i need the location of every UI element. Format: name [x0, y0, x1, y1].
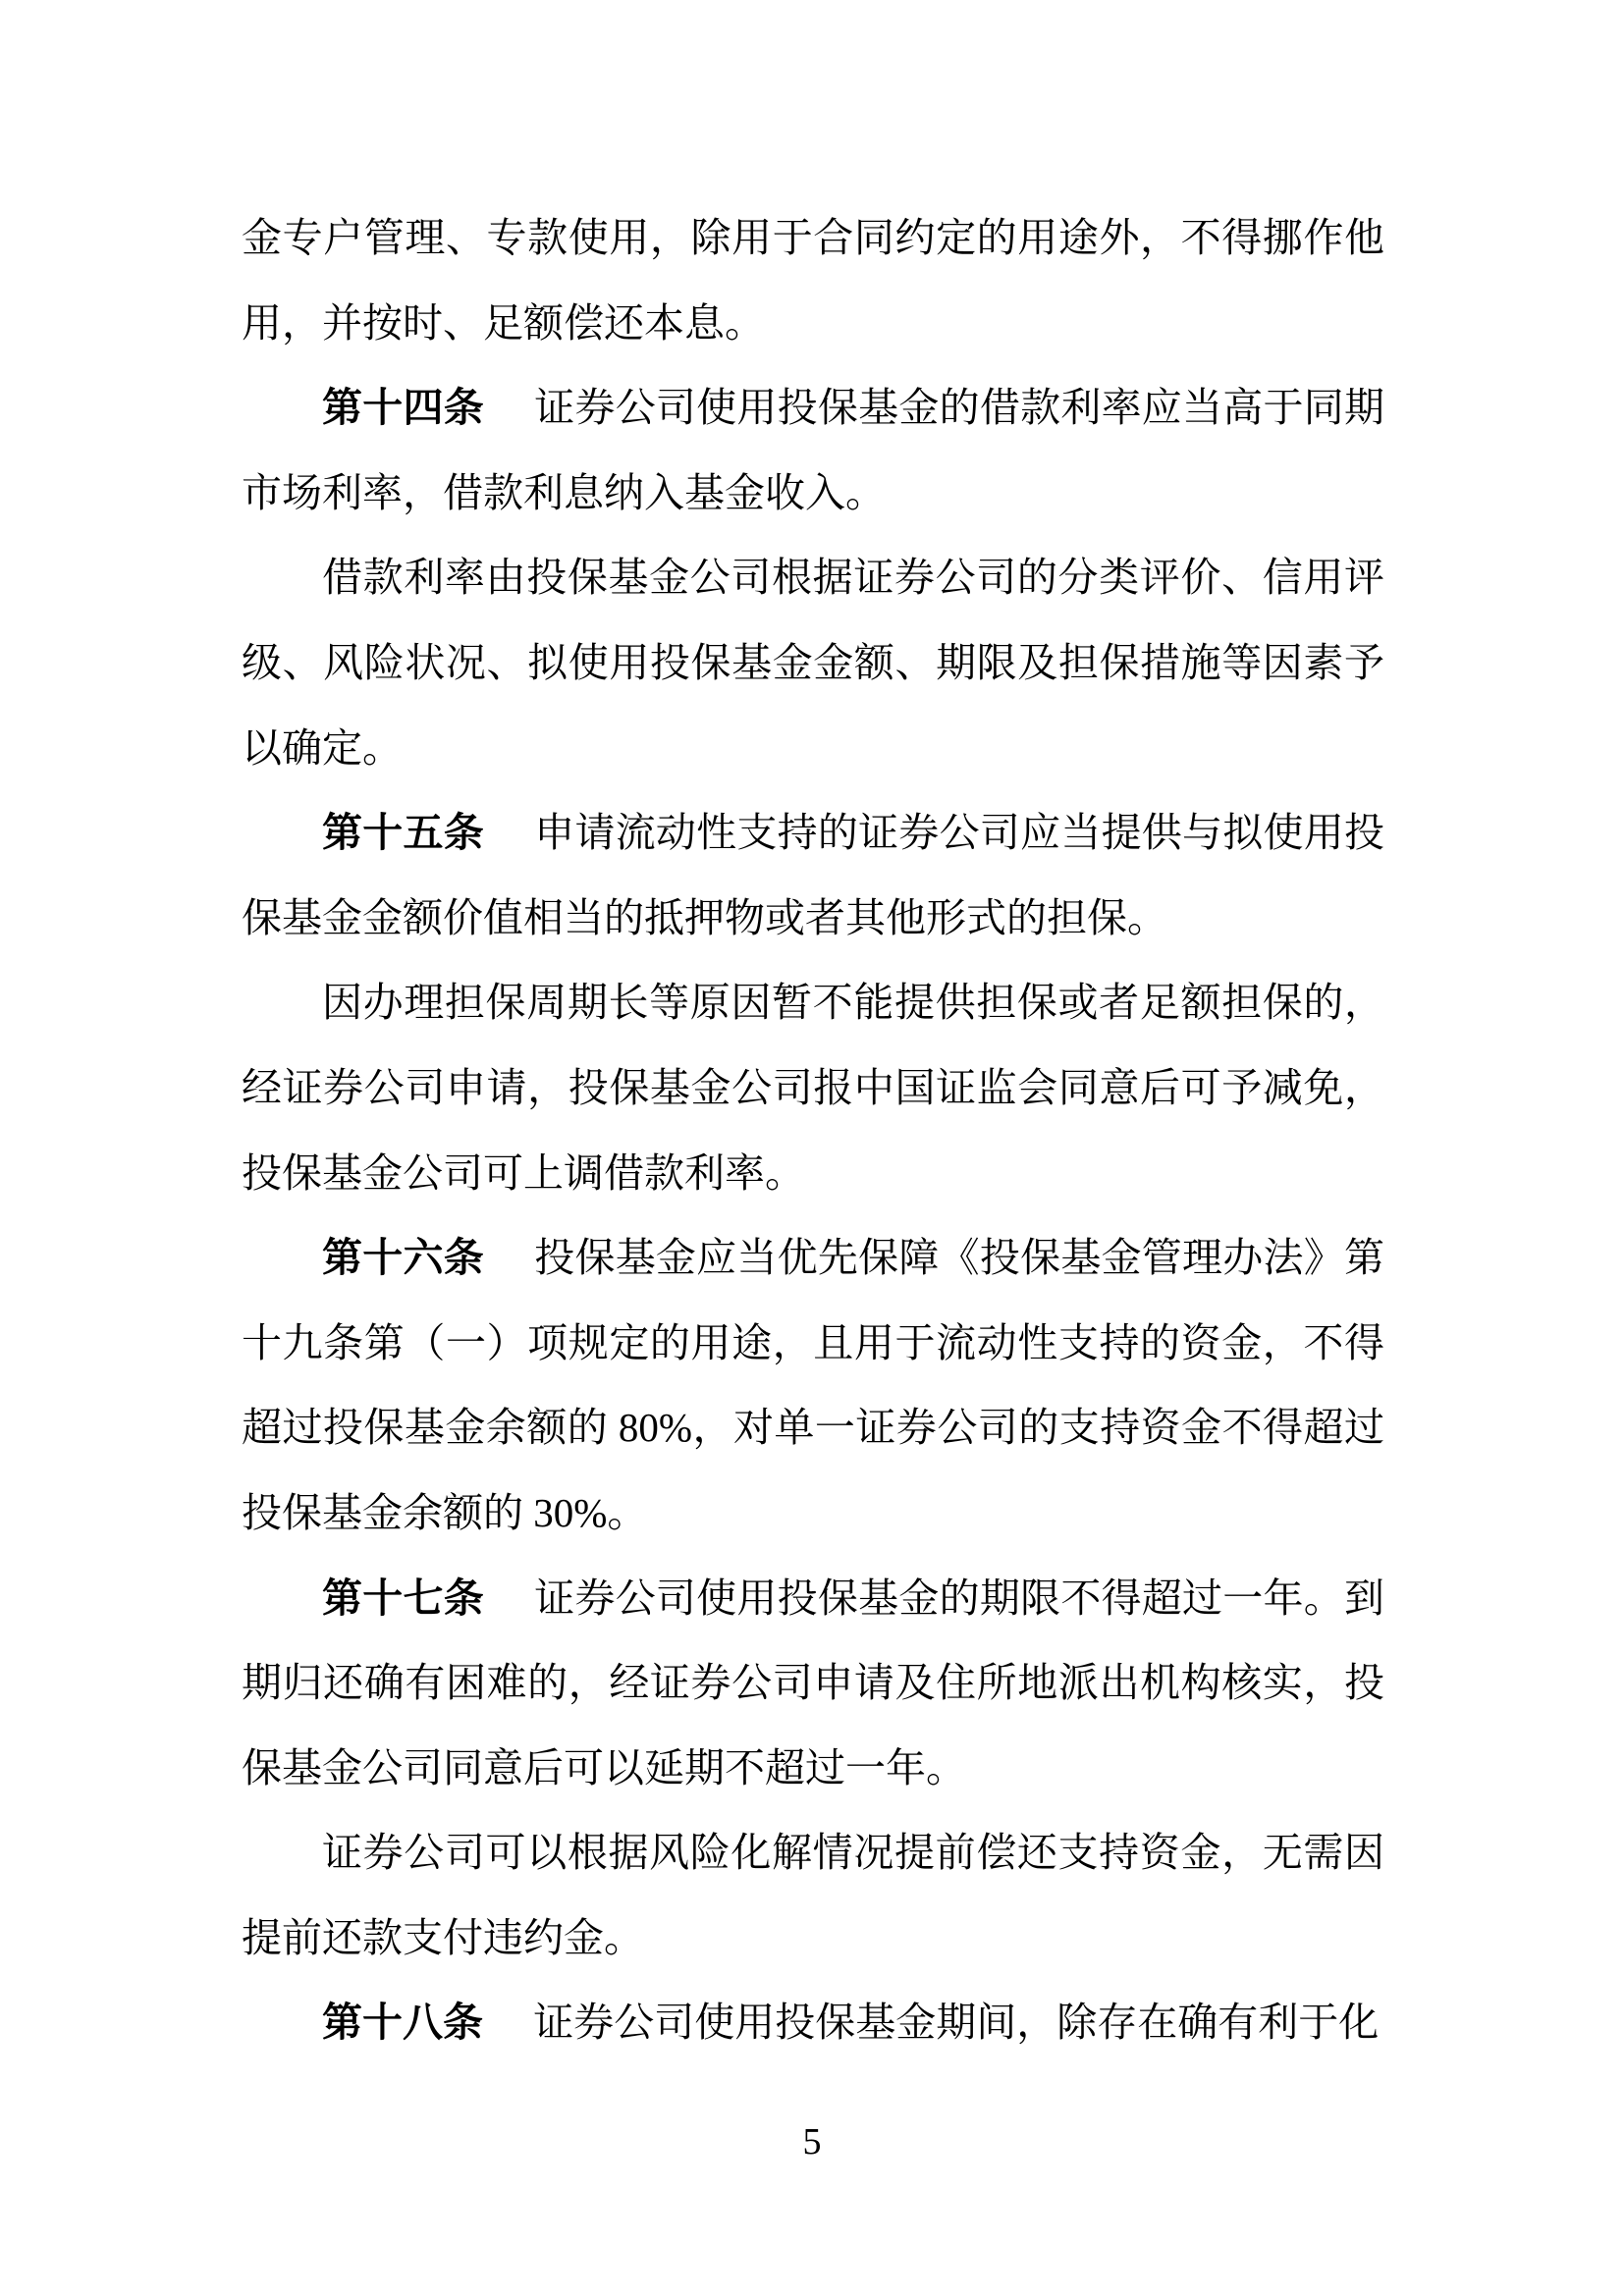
article-17-sub-paragraph — [242, 1810, 1384, 1980]
article-15-sub-paragraph-text: 因办理担保周期长等原因暂不能提供担保或者足额担保的，经证券公司申请，投保基金公司报中国证监会同意后可予减免，投保基金公司可上调借款利率。 — [242, 980, 1384, 1196]
paragraph-continuation — [242, 195, 1384, 365]
article-16-paragraph — [242, 1215, 1384, 1555]
article-14-paragraph — [242, 365, 1384, 535]
article-16-heading: 第十六条 — [322, 1235, 484, 1281]
article-17-sub-paragraph-text: 证券公司可以根据风险化解情况提前偿还支持资金，无需因提前还款支付违约金。 — [242, 1830, 1384, 1960]
article-14-text: 证券公司使用投保基金的借款利率应当高于同期市场利率，借款利息纳入基金收入。 — [242, 385, 1385, 515]
article-15-sub-paragraph — [242, 960, 1384, 1215]
article-17-paragraph — [242, 1556, 1384, 1811]
article-14-sub-paragraph — [242, 535, 1384, 790]
article-14-heading: 第十四条 — [322, 385, 484, 431]
paragraph-continuation-text: 金专户管理、专款使用，除用于合同约定的用途外，不得挪作他用，并按时、足额偿还本息。 — [242, 215, 1384, 346]
body-text — [242, 195, 1384, 2065]
article-18-text: 证券公司使用投保基金期间，除存在确有利于化 — [533, 2000, 1380, 2046]
page-number: 5 — [802, 2121, 822, 2163]
article-17-heading: 第十七条 — [322, 1575, 484, 1621]
article-14-sub-paragraph-text: 借款利率由投保基金公司根据证券公司的分类评价、信用评级、风险状况、拟使用投保基金金额、期限及担保措施等因素予以确定。 — [242, 555, 1384, 771]
article-15-text: 申请流动性支持的证券公司应当提供与拟使用投保基金金额价值相当的抵押物或者其他形式的担保。 — [242, 810, 1385, 940]
article-16-text: 投保基金应当优先保障《投保基金管理办法》第十九条第（一）项规定的用途，且用于流动性支持的资金，不得超过投保基金余额的 80%，对单一证券公司的支持资金不得超过投保基金余额的 30%。 — [242, 1235, 1385, 1535]
article-15-heading: 第十五条 — [322, 810, 484, 856]
article-15-paragraph — [242, 790, 1384, 960]
article-18-heading: 第十八条 — [322, 2000, 483, 2046]
article-18-paragraph — [242, 1980, 1384, 2065]
article-17-text: 证券公司使用投保基金的期限不得超过一年。到期归还确有困难的，经证券公司申请及住所地派出机构核实，投保基金公司同意后可以延期不超过一年。 — [242, 1575, 1385, 1790]
